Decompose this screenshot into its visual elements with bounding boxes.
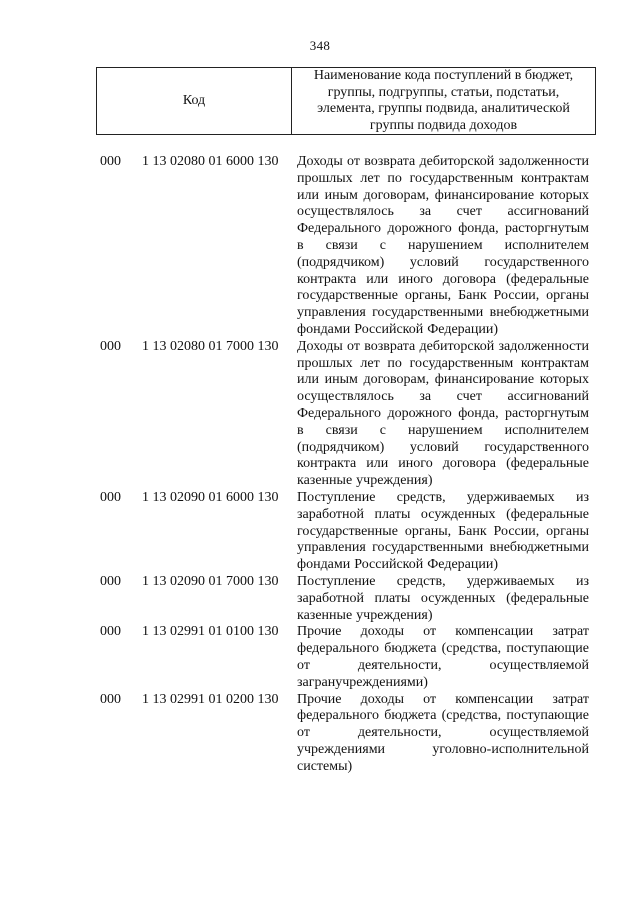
admin-code: 000 [100,338,121,354]
admin-code: 000 [100,691,121,707]
income-code: 1 13 02090 01 6000 130 [142,489,279,505]
income-name: Поступление средств, удерживаемых из заработной платы осужденных (федеральные государственные органы, Банк России, органы управления государственными внебюджетными фондами Российской Федерации) [297,489,589,573]
header-name-cell: Наименование кода поступлений в бюджет, группы, подгруппы, статьи, подстатьи, элемента, группы подвида, аналитической группы подвида доходов [313,68,574,133]
admin-code: 000 [100,154,121,169]
table-row [100,624,592,691]
income-name: Доходы от возврата дебиторской задолженности прошлых лет по государственным контрактам или иным договорам, финансирование которых осуществлялось за счет ассигнований Федерального дорожного фонда, расторгнутым в связи с нарушением исполнителем (подрядчиком) условий государственного контракта или иного договора (федеральные казенные учреждения) [297,338,589,489]
page-number: 348 [309,38,331,53]
table-row [100,490,592,574]
table-row [100,692,592,776]
income-code: 1 13 02090 01 7000 130 [142,573,279,589]
table-row [100,339,592,490]
admin-code: 000 [100,489,121,505]
income-code-list [100,154,592,775]
income-name: Доходы от возврата дебиторской задолженности прошлых лет по государственным контрактам или иным договорам, финансирование которых осуществлялось за счет ассигнований Федерального дорожного фонда, расторгнутым в связи с нарушением исполнителем (подрядчиком) условий государственного контракта или иного договора (федеральные государственные органы, Банк России, органы управления государственными внебюджетными фондами Российской Федерации) [297,154,589,337]
income-code: 1 13 02991 01 0200 130 [142,691,279,707]
income-code: 1 13 02080 01 6000 130 [142,154,279,169]
header-code-cell: Код [97,68,292,134]
income-code: 1 13 02080 01 7000 130 [142,338,279,354]
admin-code: 000 [100,624,121,640]
income-name: Прочие доходы от компенсации затрат федерального бюджета (средства, поступающие от деятельности, осуществляемой загранучреждениями) [297,624,589,690]
table-row [100,574,592,624]
income-name: Поступление средств, удерживаемых из заработной платы осужденных (федеральные казенные учреждения) [297,573,589,623]
admin-code: 000 [100,573,121,589]
table-row [100,154,592,339]
income-code: 1 13 02991 01 0100 130 [142,624,279,640]
income-name: Прочие доходы от компенсации затрат федерального бюджета (средства, поступающие от деятельности, осуществляемой учреждениями уголовно-исполнительной системы) [297,691,589,774]
table-header [96,67,596,135]
